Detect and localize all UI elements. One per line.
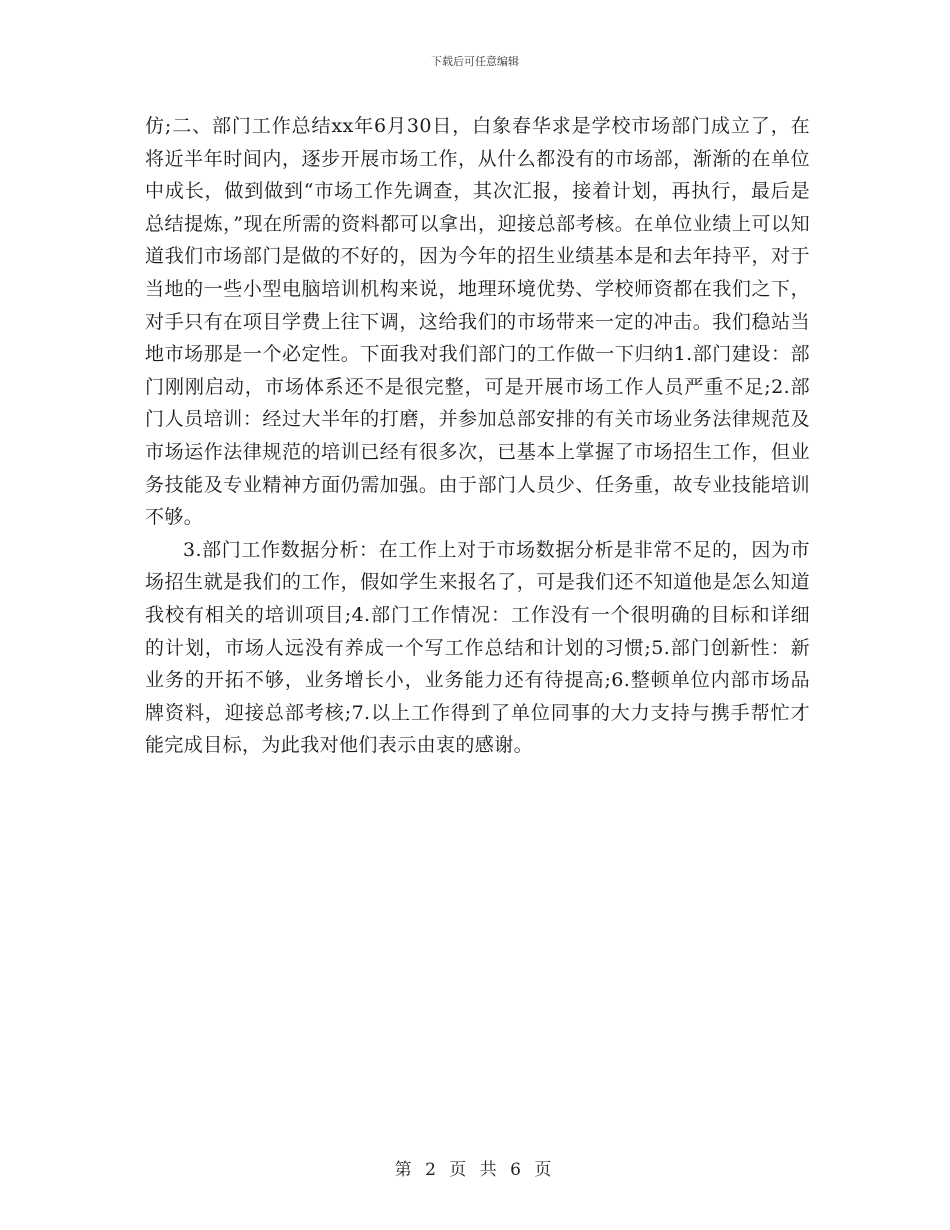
paragraph-1: 仿;二、部门工作总结xx年6月30日，白象春华求是学校市场部门成立了，在将近半年时间内，逐步开展市场工作，从什么都没有的市场部，渐渐的在单位中成长，做到做到“市场工作先调查，其次汇报，接着计划，再执行，最后是总结提炼，”现在所需的资料都可以拿出，迎接总部考核。在单位业绩上可以知道我们市场部门是做的不好的，因为今年的招生业绩基本是和去年持平，对于当地的一些小型电脑培训机构来说，地理环境优势、学校师资都在我们之下，对手只有在项目学费上往下调，这给我们的市场带来一定的冲击。我们稳站当地市场那是一个必定性。下面我对我们部门的工作做一下归纳1.部门建设：部门刚刚启动，市场体系还不是很完整，可是开展市场工作人员严重不足;2.部门人员培训：经过大半年的打磨，并参加总部安排的有关市场业务法律规范及市场运作法律规范的培训已经有很多次，已基本上掌握了市场招生工作，但业务技能及专业精神方面仍需加强。由于部门人员少、任务重，故专业技能培训不够。 — [145, 115, 810, 529]
page-header: 下载后可任意编辑 — [431, 55, 519, 68]
page-number: 第 2 页 共 6 页 — [394, 1160, 556, 1180]
paragraph-2: 3.部门工作数据分析：在工作上对于市场数据分析是非常不足的，因为市场招生就是我们的工作，假如学生来报名了，可是我们还不知道他是怎么知道我校有相关的培训项目;4.部门工作情况：工作没有一个很明确的目标和详细的计划，市场人远没有养成一个写工作总结和计划的习惯;5.部门创新性：新业务的开拓不够，业务增长小，业务能力还有待提高;6.整顿单位内部市场品牌资料，迎接总部考核;7.以上工作得到了单位同事的大力支持与携手帮忙才能完成目标，为此我对他们表示由衷的感谢。 — [145, 538, 810, 757]
document-body — [145, 110, 810, 762]
